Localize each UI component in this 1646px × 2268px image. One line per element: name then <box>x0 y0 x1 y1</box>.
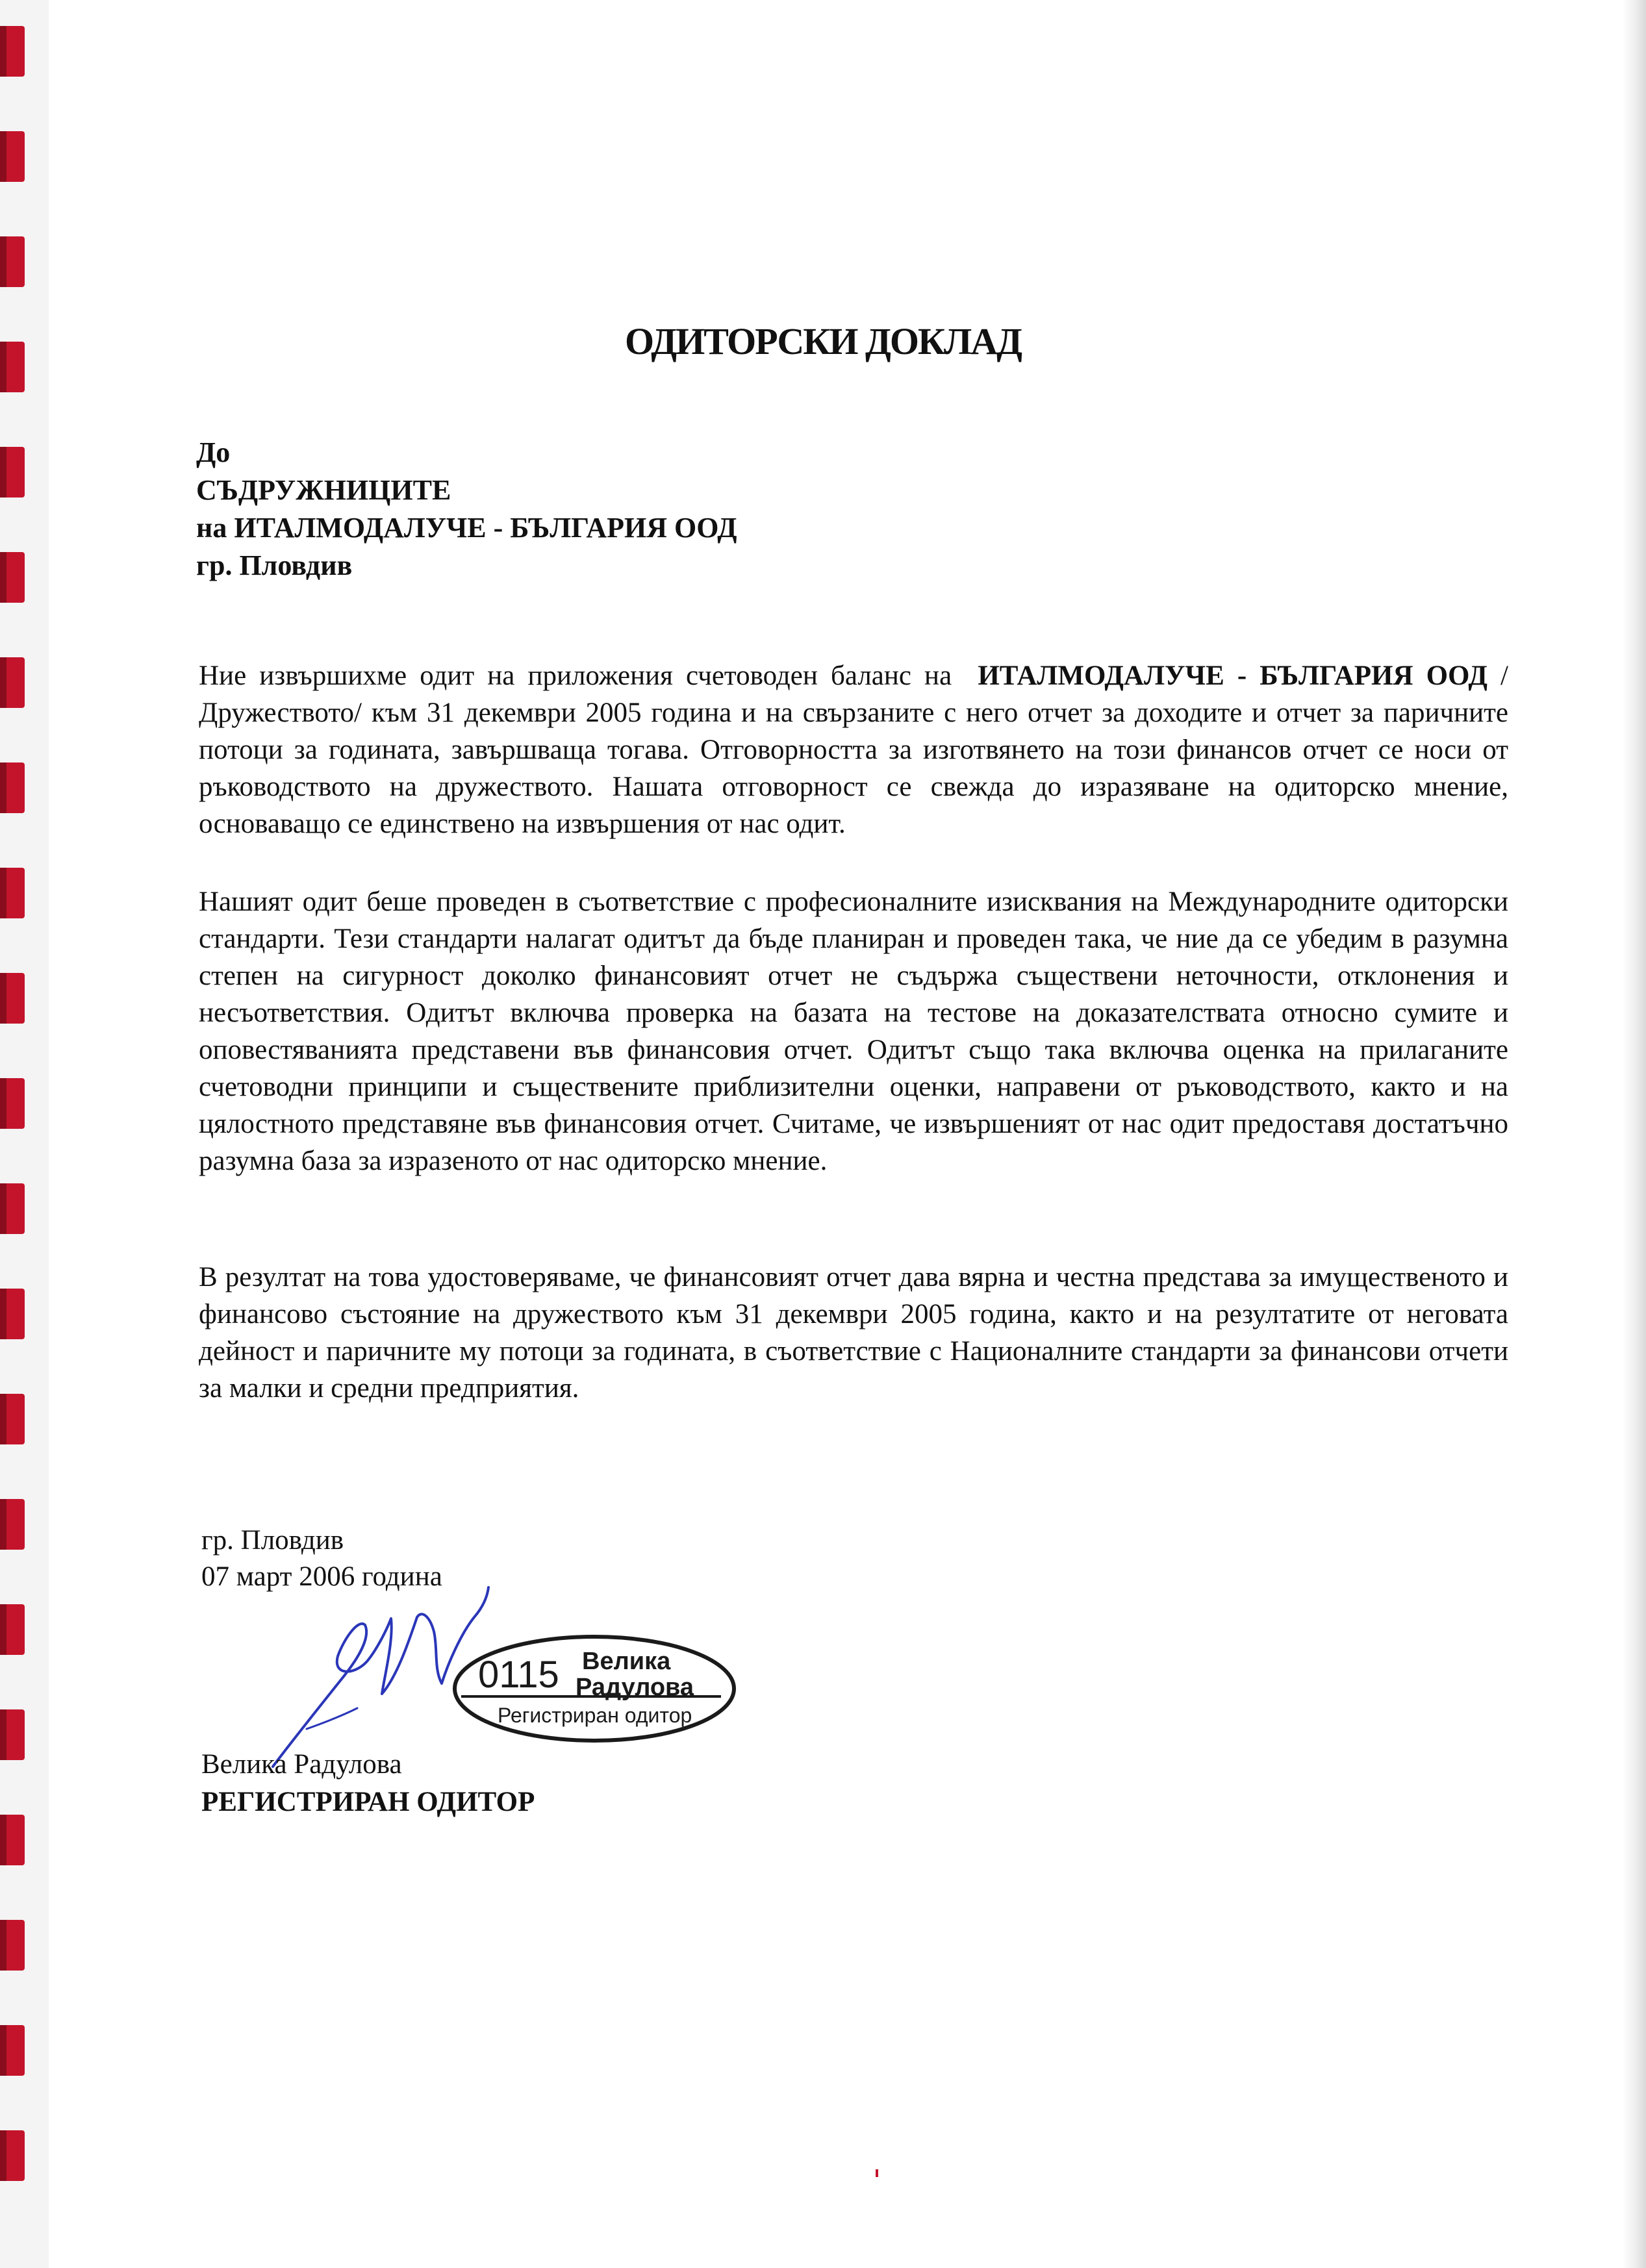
red-speck <box>876 2169 878 2177</box>
signer-name: Велика Радулова <box>201 1749 402 1780</box>
paragraph1-company: ИТАЛМОДАЛУЧЕ - БЪЛГАРИЯ ООД <box>978 661 1488 691</box>
stamp-name-first: Велика <box>582 1648 671 1675</box>
paragraph-audit-scope <box>199 657 1508 842</box>
addressee-to: До <box>196 436 231 468</box>
signer-block <box>201 1746 535 1821</box>
binding-tab <box>0 447 25 498</box>
addressee-block <box>196 434 737 585</box>
document-title: ОДИТОРСКИ ДОКЛАД <box>624 320 1022 362</box>
binding-tab <box>0 657 25 708</box>
addressee-partners: СЪДРУЖНИЦИТЕ <box>196 474 451 506</box>
binding-tab <box>0 1920 25 1971</box>
binding-tab <box>0 1604 25 1655</box>
paragraph1-rest: /Дружеството/ към 31 декември 2005 година и на свързаните с него отчет за доходите и отчет за паричните потоци за годината, завършваща тогава. Отговорността за изготвянето на този финансов отчет се носи от ръководството на дружеството. Нашата отговорност се свежда до изразяване на одиторско мнение, основаващо се единствено на извършения от нас одит. <box>199 661 1508 839</box>
paragraph1-lead: Ние извършихме одит на приложения счетоводен баланс на <box>199 661 952 691</box>
addressee-company: на ИТАЛМОДАЛУЧЕ - БЪЛГАРИЯ ООД <box>196 512 737 544</box>
addressee-city: гр. Пловдив <box>196 549 353 581</box>
auditor-stamp <box>448 1624 747 1754</box>
binding-tab <box>0 868 25 918</box>
paragraph-audit-standards: Нашият одит беше проведен в съответствие с професионалните изисквания на Международните одиторски стандарти. Тези стандарти налагат одитът да бъде планиран и проведен така, че ние да се убедим в разумна степен на сигурност доколко финансовият отчет не съдържа съществени неточности, отклонения и несъответствия. Одитът включва проверка на базата на тестове на доказателствата относно сумите и оповестяванията представени във финансовия отчет. Одитът също така включва оценка на прилаганите счетоводни принципи и съществените приблизителни оценки, направени от ръководството, както и на цялостното представяне във финансовия отчет. Считаме, че извършеният от нас одит предоставя достатъчно разумна база за изразеното от нас одиторско мнение. <box>199 887 1508 1176</box>
binding-tab <box>0 552 25 603</box>
binding-tab <box>0 973 25 1024</box>
binding-tab <box>0 1709 25 1760</box>
stamp-caption: Регистриран одитор <box>498 1704 692 1727</box>
binding-tab <box>0 762 25 813</box>
signer-role: РЕГИСТРИРАН ОДИТОР <box>201 1787 535 1817</box>
paragraph-audit-opinion: В резултат на това удостоверяваме, че финансовият отчет дава вярна и честна представа за имущественото и финансово състояние на дружеството към 31 декември 2005 година, както и на резултатите от неговата дейност и паричните му потоци за годината, в съответствие с Националните стандарти за финансови отчети за малки и средни предприятия. <box>199 1262 1508 1404</box>
binding-tab <box>0 131 25 182</box>
binding-tab <box>0 2025 25 2076</box>
binding-tab <box>0 236 25 287</box>
binding-tab <box>0 26 25 77</box>
binding-tab <box>0 1183 25 1234</box>
place: гр. Пловдив <box>201 1525 344 1556</box>
binding-tab <box>0 1078 25 1129</box>
date: 07 март 2006 година <box>201 1561 442 1592</box>
binding-tab <box>0 1394 25 1444</box>
stamp-number: 0115 <box>478 1654 559 1696</box>
binding-tab <box>0 1815 25 1865</box>
binding-tab <box>0 2130 25 2181</box>
stamp-name-last: Радулова <box>576 1674 694 1701</box>
binding-tab <box>0 1289 25 1339</box>
binding-tab <box>0 1499 25 1550</box>
